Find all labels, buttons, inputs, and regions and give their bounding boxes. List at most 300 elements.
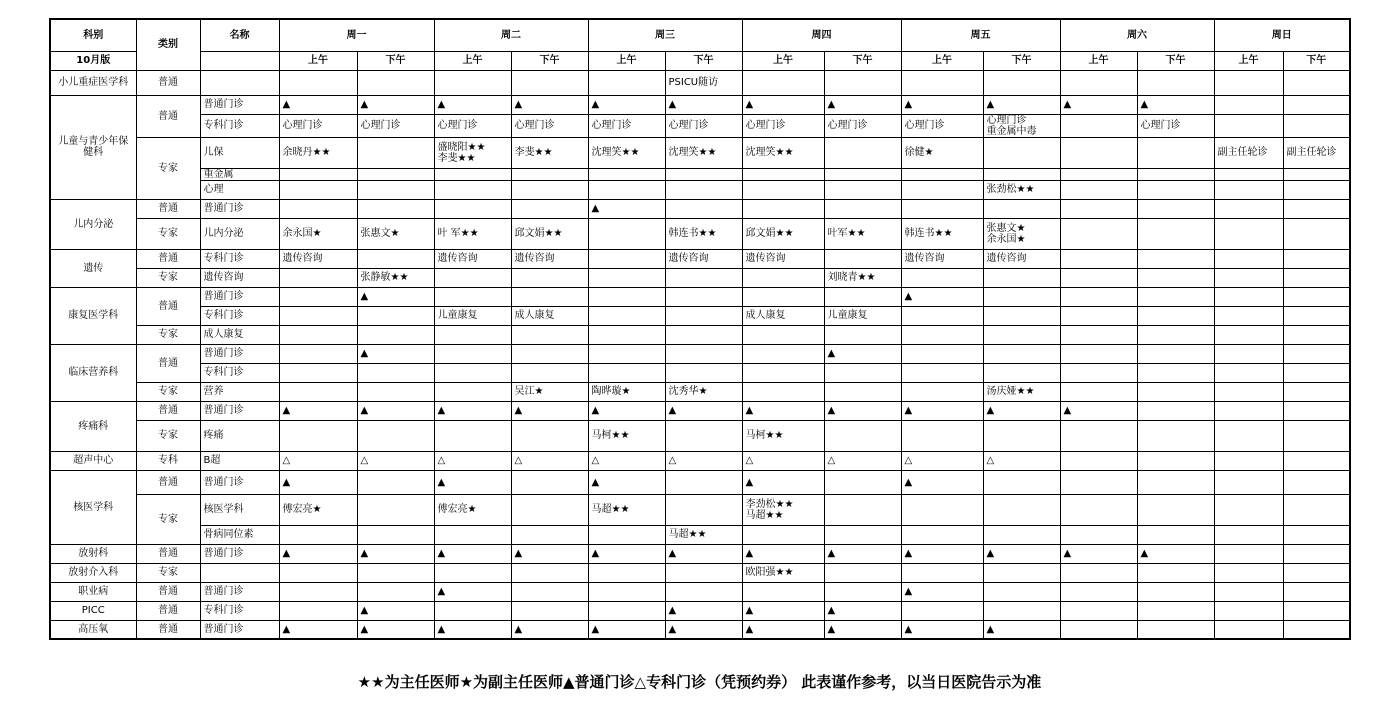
clinic-name-cell (200, 70, 279, 95)
schedule-cell (1137, 363, 1214, 382)
schedule-row (50, 563, 1350, 582)
schedule-row (50, 420, 1350, 451)
schedule-cell (357, 382, 434, 401)
schedule-cell: △ (434, 451, 511, 470)
category-cell: 普通 (136, 620, 200, 639)
schedule-cell (511, 470, 588, 494)
schedule-cell (901, 344, 983, 363)
schedule-cell (824, 420, 901, 451)
schedule-cell (983, 601, 1060, 620)
dept-cell: 儿童与青少年保健科 (50, 95, 136, 199)
schedule-cell: 欧阳强★★ (742, 563, 824, 582)
schedule-cell (901, 306, 983, 325)
schedule-cell: ▲ (357, 601, 434, 620)
schedule-cell (1060, 306, 1137, 325)
header-pm: 下午 (1283, 51, 1350, 70)
clinic-name-cell: 核医学科 (200, 494, 279, 525)
schedule-cell (279, 70, 357, 95)
schedule-cell (279, 582, 357, 601)
schedule-cell: ▲ (588, 95, 665, 114)
dept-cell: 康复医学科 (50, 287, 136, 344)
schedule-cell: ▲ (588, 401, 665, 420)
schedule-row (50, 325, 1350, 344)
schedule-cell (357, 582, 434, 601)
schedule-cell (1137, 249, 1214, 268)
schedule-cell (1283, 601, 1350, 620)
schedule-cell (588, 525, 665, 544)
schedule-cell: ▲ (901, 582, 983, 601)
schedule-cell (1137, 420, 1214, 451)
schedule-row (50, 199, 1350, 218)
schedule-cell (1214, 218, 1283, 249)
dept-cell: 超声中心 (50, 451, 136, 470)
schedule-cell: 遗传咨询 (511, 249, 588, 268)
schedule-cell: 马柯★★ (742, 420, 824, 451)
schedule-cell (1060, 494, 1137, 525)
schedule-cell (1137, 180, 1214, 199)
schedule-cell: ▲ (824, 620, 901, 639)
schedule-cell (357, 420, 434, 451)
schedule-cell (665, 325, 742, 344)
header-am: 上午 (742, 51, 824, 70)
schedule-cell: 遗传咨询 (665, 249, 742, 268)
schedule-cell (1060, 451, 1137, 470)
schedule-row (50, 137, 1350, 168)
schedule-cell (588, 218, 665, 249)
schedule-cell (901, 382, 983, 401)
schedule-cell: ▲ (983, 620, 1060, 639)
header-name: 名称 (200, 19, 279, 51)
schedule-cell (434, 601, 511, 620)
schedule-cell: ▲ (742, 470, 824, 494)
schedule-cell (1060, 420, 1137, 451)
schedule-cell: 心理门诊 (279, 114, 357, 137)
schedule-cell (1214, 401, 1283, 420)
schedule-cell: 邱文娟★★ (742, 218, 824, 249)
header-am: 上午 (1214, 51, 1283, 70)
schedule-row (50, 218, 1350, 249)
schedule-cell (742, 70, 824, 95)
schedule-cell: 刘晓青★★ (824, 268, 901, 287)
schedule-cell: 马柯★★ (588, 420, 665, 451)
schedule-cell (1137, 344, 1214, 363)
schedule-row (50, 287, 1350, 306)
schedule-cell (357, 470, 434, 494)
schedule-cell (588, 601, 665, 620)
schedule-cell (1283, 268, 1350, 287)
schedule-cell: ▲ (279, 95, 357, 114)
schedule-cell: ▲ (824, 401, 901, 420)
schedule-cell (1214, 563, 1283, 582)
schedule-cell (1214, 70, 1283, 95)
schedule-cell (588, 306, 665, 325)
clinic-name-cell: 专科门诊 (200, 114, 279, 137)
schedule-cell (279, 382, 357, 401)
schedule-cell (983, 494, 1060, 525)
schedule-cell (434, 168, 511, 180)
schedule-cell (588, 582, 665, 601)
schedule-cell (983, 363, 1060, 382)
schedule-row (50, 582, 1350, 601)
schedule-cell: ▲ (357, 401, 434, 420)
header-am: 上午 (588, 51, 665, 70)
schedule-cell (1283, 382, 1350, 401)
header-day-mon: 周一 (279, 19, 434, 51)
category-cell: 普通 (136, 470, 200, 494)
schedule-cell (279, 287, 357, 306)
schedule-cell (1214, 168, 1283, 180)
schedule-cell (1060, 168, 1137, 180)
schedule-cell (511, 601, 588, 620)
clinic-name-cell: 骨病同位素 (200, 525, 279, 544)
schedule-row (50, 180, 1350, 199)
schedule-cell: 叶 军★★ (434, 218, 511, 249)
category-cell: 普通 (136, 95, 200, 137)
clinic-name-cell: 普通门诊 (200, 544, 279, 563)
schedule-cell (742, 287, 824, 306)
schedule-cell: ▲ (665, 620, 742, 639)
schedule-cell (824, 382, 901, 401)
clinic-name-cell: 遗传咨询 (200, 268, 279, 287)
schedule-cell: ▲ (665, 601, 742, 620)
schedule-cell (1283, 325, 1350, 344)
schedule-cell (1137, 268, 1214, 287)
schedule-cell: 心理门诊 (742, 114, 824, 137)
schedule-cell (1060, 70, 1137, 95)
dept-cell: 小儿重症医学科 (50, 70, 136, 95)
schedule-cell (1283, 363, 1350, 382)
schedule-cell: ▲ (588, 199, 665, 218)
category-cell: 普通 (136, 70, 200, 95)
schedule-cell: 张惠文★ (357, 218, 434, 249)
schedule-cell (824, 363, 901, 382)
schedule-cell (665, 180, 742, 199)
schedule-cell: 余永国★ (279, 218, 357, 249)
schedule-cell (511, 563, 588, 582)
schedule-cell (742, 344, 824, 363)
legend-footer: ★★为主任医师★为副主任医师▲普通门诊△专科门诊（凭预约券） 此表谨作参考，以当日医院告示为准 (357, 673, 1042, 691)
schedule-cell: ▲ (1060, 95, 1137, 114)
schedule-cell (511, 70, 588, 95)
header-day-sun: 周日 (1214, 19, 1350, 51)
schedule-cell (1283, 563, 1350, 582)
schedule-cell (665, 199, 742, 218)
schedule-cell (1214, 620, 1283, 639)
category-cell: 专家 (136, 218, 200, 249)
schedule-cell: 心理门诊 (665, 114, 742, 137)
schedule-cell (824, 582, 901, 601)
schedule-cell (824, 525, 901, 544)
schedule-cell: ▲ (901, 470, 983, 494)
category-cell: 普通 (136, 287, 200, 325)
schedule-cell (1283, 114, 1350, 137)
header-category: 类别 (136, 19, 200, 70)
schedule-cell (742, 180, 824, 199)
schedule-row (50, 70, 1350, 95)
clinic-name-cell: 儿保 (200, 137, 279, 168)
schedule-cell (901, 363, 983, 382)
schedule-cell: 心理门诊 (901, 114, 983, 137)
schedule-cell (1214, 525, 1283, 544)
schedule-cell (511, 287, 588, 306)
category-cell: 普通 (136, 544, 200, 563)
schedule-cell (1214, 363, 1283, 382)
schedule-cell: 遗传咨询 (434, 249, 511, 268)
schedule-cell (742, 525, 824, 544)
schedule-cell (742, 268, 824, 287)
schedule-cell: ▲ (1060, 544, 1137, 563)
schedule-cell: 邱文娟★★ (511, 218, 588, 249)
schedule-cell (1137, 306, 1214, 325)
schedule-cell (1060, 470, 1137, 494)
schedule-cell: ▲ (742, 95, 824, 114)
schedule-cell (1283, 525, 1350, 544)
schedule-cell: ▲ (434, 95, 511, 114)
header-pm: 下午 (1137, 51, 1214, 70)
schedule-cell (279, 180, 357, 199)
header-pm: 下午 (824, 51, 901, 70)
schedule-row (50, 544, 1350, 563)
category-cell: 普通 (136, 582, 200, 601)
schedule-cell (1137, 218, 1214, 249)
schedule-cell: ▲ (279, 470, 357, 494)
schedule-cell (1214, 420, 1283, 451)
schedule-cell (588, 168, 665, 180)
dept-cell: 临床营养科 (50, 344, 136, 401)
schedule-cell (1214, 325, 1283, 344)
schedule-cell (1283, 582, 1350, 601)
clinic-name-cell: 普通门诊 (200, 344, 279, 363)
dept-cell: 核医学科 (50, 470, 136, 544)
schedule-cell: △ (824, 451, 901, 470)
schedule-cell (434, 325, 511, 344)
schedule-cell (1214, 470, 1283, 494)
schedule-cell (357, 325, 434, 344)
category-cell: 普通 (136, 199, 200, 218)
schedule-cell: △ (588, 451, 665, 470)
schedule-cell (357, 525, 434, 544)
schedule-cell (742, 199, 824, 218)
schedule-cell: 马超★★ (588, 494, 665, 525)
schedule-cell: △ (511, 451, 588, 470)
schedule-cell (1283, 494, 1350, 525)
schedule-cell (279, 420, 357, 451)
schedule-cell (357, 363, 434, 382)
schedule-cell (1214, 180, 1283, 199)
schedule-cell: ▲ (434, 620, 511, 639)
schedule-cell (1137, 137, 1214, 168)
schedule-cell: △ (279, 451, 357, 470)
schedule-cell (434, 363, 511, 382)
schedule-cell (1214, 601, 1283, 620)
schedule-cell (588, 563, 665, 582)
schedule-cell (1214, 306, 1283, 325)
schedule-cell (665, 168, 742, 180)
category-cell: 专家 (136, 382, 200, 401)
schedule-row (50, 470, 1350, 494)
schedule-cell: 心理门诊 (1137, 114, 1214, 137)
schedule-row (50, 168, 1350, 180)
schedule-cell (983, 268, 1060, 287)
schedule-cell (983, 470, 1060, 494)
schedule-cell (901, 494, 983, 525)
schedule-cell (1214, 494, 1283, 525)
category-cell: 专家 (136, 420, 200, 451)
schedule-cell: ▲ (983, 544, 1060, 563)
clinic-name-cell: 专科门诊 (200, 306, 279, 325)
schedule-cell (1137, 382, 1214, 401)
header-day-fri: 周五 (901, 19, 1060, 51)
schedule-cell (983, 563, 1060, 582)
schedule-cell: 张劲松★★ (983, 180, 1060, 199)
schedule-cell: ▲ (511, 401, 588, 420)
schedule-cell (511, 325, 588, 344)
schedule-cell (1137, 582, 1214, 601)
schedule-cell: ▲ (901, 620, 983, 639)
clinic-name-cell (200, 563, 279, 582)
schedule-row (50, 306, 1350, 325)
schedule-cell (901, 563, 983, 582)
schedule-cell (1283, 401, 1350, 420)
schedule-cell (1137, 287, 1214, 306)
schedule-cell (588, 249, 665, 268)
schedule-cell (983, 137, 1060, 168)
schedule-cell (434, 287, 511, 306)
clinic-name-cell: 成人康复 (200, 325, 279, 344)
schedule-cell (901, 325, 983, 344)
dept-cell: 放射介入科 (50, 563, 136, 582)
schedule-cell: 余晓丹★★ (279, 137, 357, 168)
category-cell: 普通 (136, 401, 200, 420)
clinic-name-cell: 儿内分泌 (200, 218, 279, 249)
schedule-cell (1283, 344, 1350, 363)
schedule-cell: 张惠文★ 余永国★ (983, 218, 1060, 249)
category-cell: 普通 (136, 249, 200, 268)
schedule-cell (1283, 249, 1350, 268)
schedule-cell: △ (665, 451, 742, 470)
schedule-cell (1214, 287, 1283, 306)
schedule-cell (1060, 199, 1137, 218)
schedule-cell (742, 168, 824, 180)
header-am: 上午 (434, 51, 511, 70)
schedule-cell (901, 420, 983, 451)
schedule-cell (983, 70, 1060, 95)
schedule-cell (742, 582, 824, 601)
clinic-name-cell: 疼痛 (200, 420, 279, 451)
schedule-cell (983, 199, 1060, 218)
schedule-cell (1060, 137, 1137, 168)
schedule-cell: 韩连书★★ (901, 218, 983, 249)
schedule-cell (434, 344, 511, 363)
schedule-cell (1283, 168, 1350, 180)
schedule-row (50, 95, 1350, 114)
schedule-cell (511, 168, 588, 180)
clinic-name-cell: 普通门诊 (200, 401, 279, 420)
schedule-cell (665, 306, 742, 325)
schedule-cell: ▲ (279, 544, 357, 563)
schedule-cell (588, 268, 665, 287)
schedule-cell: ▲ (588, 544, 665, 563)
header-dept: 科别 (50, 19, 136, 51)
schedule-cell (824, 249, 901, 268)
schedule-cell (665, 494, 742, 525)
schedule-cell (983, 525, 1060, 544)
category-cell: 普通 (136, 601, 200, 620)
schedule-cell: 吴江★ (511, 382, 588, 401)
schedule-cell: 遗传咨询 (901, 249, 983, 268)
schedule-cell: ▲ (511, 544, 588, 563)
schedule-cell (1137, 168, 1214, 180)
category-cell: 专家 (136, 325, 200, 344)
schedule-cell (434, 199, 511, 218)
dept-cell: PICC (50, 601, 136, 620)
schedule-cell (983, 287, 1060, 306)
schedule-cell (1060, 563, 1137, 582)
schedule-cell (983, 582, 1060, 601)
clinic-name-cell: 专科门诊 (200, 601, 279, 620)
schedule-cell (665, 563, 742, 582)
dept-cell: 职业病 (50, 582, 136, 601)
schedule-cell (1283, 95, 1350, 114)
clinic-name-cell: 普通门诊 (200, 582, 279, 601)
schedule-cell (824, 325, 901, 344)
schedule-cell (511, 525, 588, 544)
schedule-cell (1283, 420, 1350, 451)
schedule-cell: 沈秀华★ (665, 382, 742, 401)
schedule-cell: 儿童康复 (824, 306, 901, 325)
schedule-cell: ▲ (742, 401, 824, 420)
schedule-cell: 张静敏★★ (357, 268, 434, 287)
schedule-cell (1060, 344, 1137, 363)
schedule-cell (279, 268, 357, 287)
schedule-cell (511, 494, 588, 525)
schedule-cell (983, 168, 1060, 180)
schedule-cell: 李斐★★ (511, 137, 588, 168)
schedule-row (50, 249, 1350, 268)
schedule-cell: ▲ (357, 95, 434, 114)
schedule-cell: ▲ (1137, 95, 1214, 114)
schedule-cell (511, 420, 588, 451)
schedule-cell (824, 494, 901, 525)
schedule-cell: 儿童康复 (434, 306, 511, 325)
schedule-cell (1283, 199, 1350, 218)
schedule-cell: 陶晔璇★ (588, 382, 665, 401)
schedule-cell: 傅宏亮★ (434, 494, 511, 525)
schedule-cell (1137, 525, 1214, 544)
schedule-cell (1214, 249, 1283, 268)
schedule-cell (1060, 218, 1137, 249)
schedule-cell (1214, 199, 1283, 218)
schedule-cell: 韩连书★★ (665, 218, 742, 249)
schedule-cell (1214, 544, 1283, 563)
schedule-cell: ▲ (742, 544, 824, 563)
schedule-cell: △ (901, 451, 983, 470)
clinic-name-cell: 专科门诊 (200, 249, 279, 268)
schedule-cell: ▲ (901, 544, 983, 563)
schedule-cell (279, 168, 357, 180)
schedule-cell: ▲ (588, 470, 665, 494)
schedule-cell (901, 180, 983, 199)
schedule-cell (279, 363, 357, 382)
schedule-cell (279, 563, 357, 582)
clinic-name-cell: 普通门诊 (200, 287, 279, 306)
schedule-cell (1060, 325, 1137, 344)
header-version: 10月版 (50, 51, 136, 70)
schedule-cell (434, 420, 511, 451)
schedule-cell (357, 180, 434, 199)
schedule-cell (357, 306, 434, 325)
schedule-cell (983, 420, 1060, 451)
